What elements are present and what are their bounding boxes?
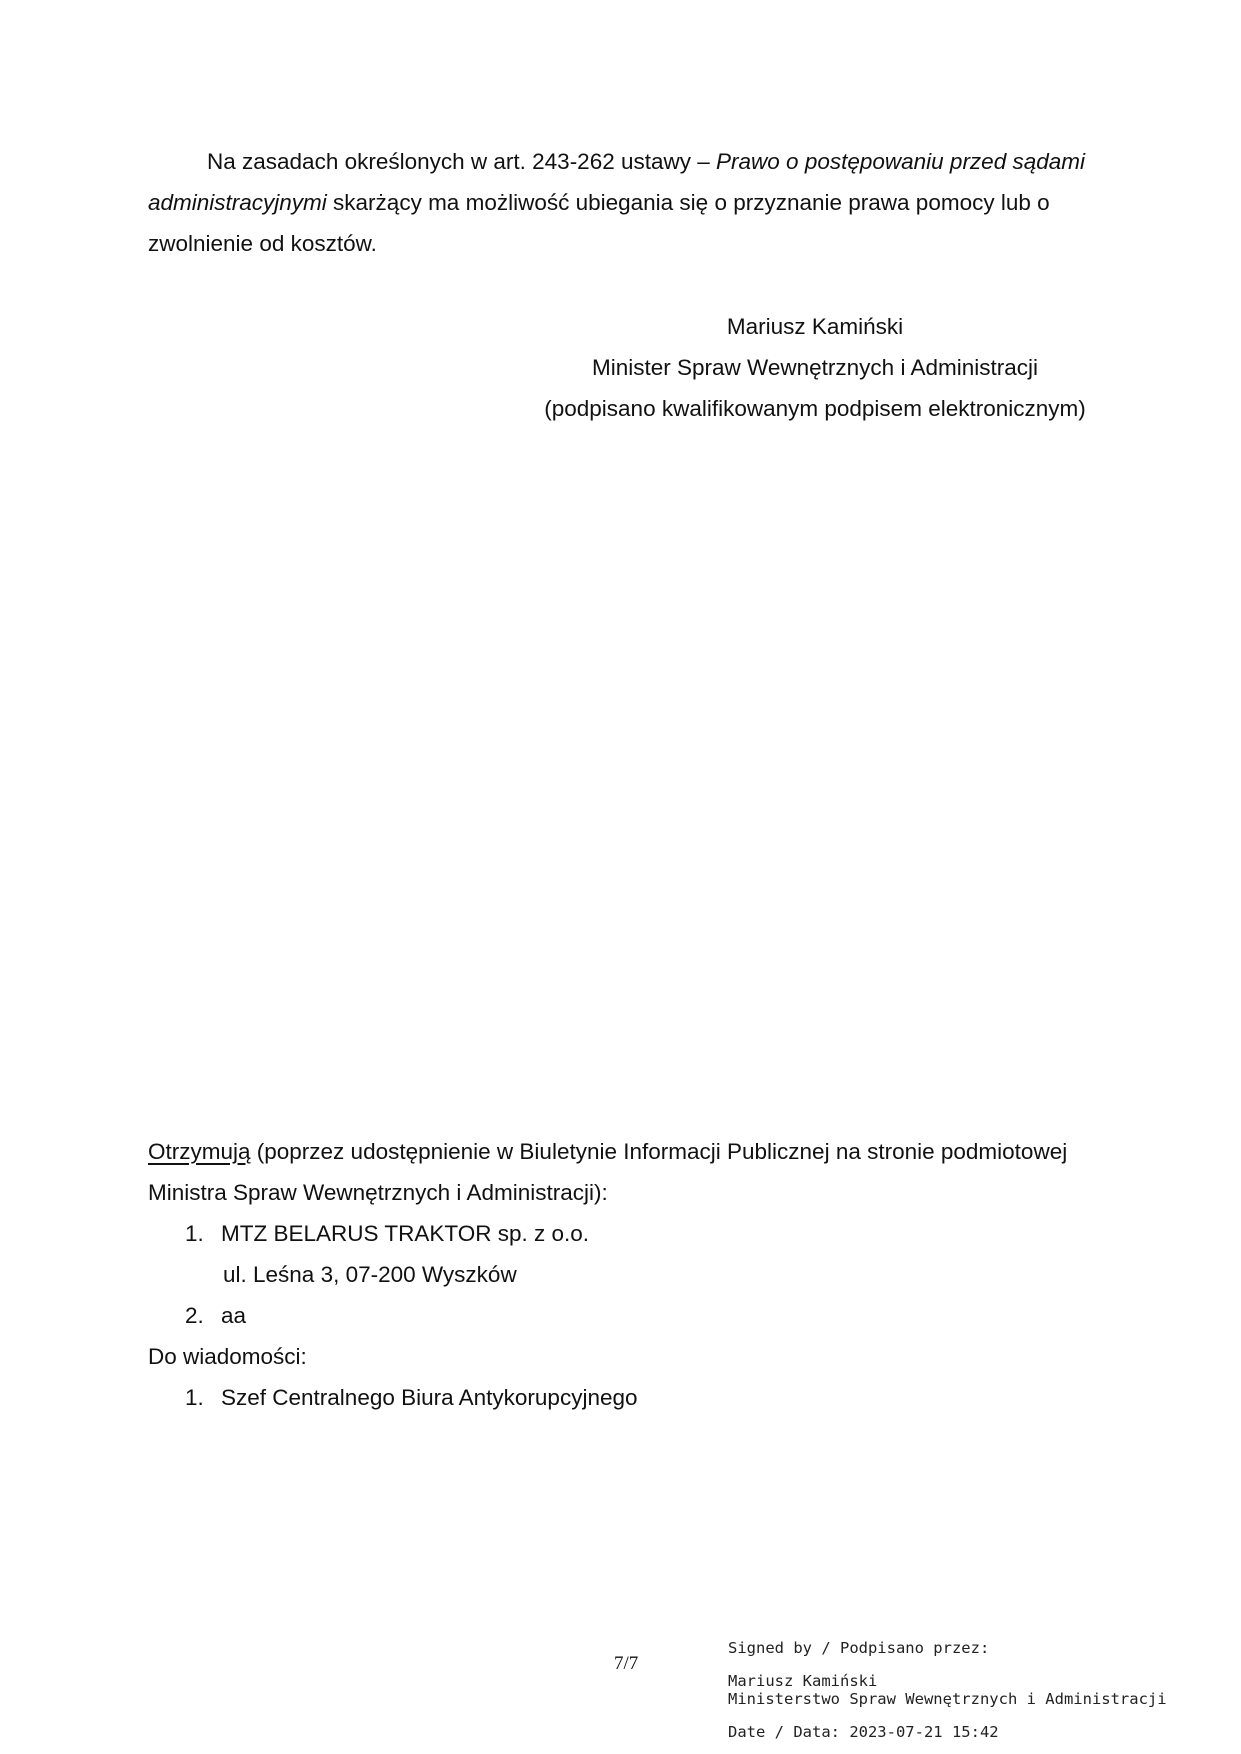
signatory-position: Minister Spraw Wewnętrznych i Administracji (592, 355, 1038, 380)
signer-organization: Ministerstwo Spraw Wewnętrznych i Administracji (728, 1690, 1167, 1708)
recipient-name: MTZ BELARUS TRAKTOR sp. z o.o. (221, 1221, 590, 1246)
cc-name: Szef Centralnego Biura Antykorupcyjnego (221, 1385, 638, 1410)
paragraph-text-end: skarżący ma możliwość ubiegania się o przyznanie prawa pomocy lub o zwolnienie od kosztów. (148, 190, 1050, 256)
recipient-item (148, 1295, 1108, 1336)
signatory-name: Mariusz Kamiński (726, 314, 904, 339)
signature-note: (podpisano kwalifikowanym podpisem elektronicznym) (544, 396, 1086, 421)
recipients-section (148, 1131, 1108, 1418)
page-number: 7/7 (614, 1653, 639, 1674)
signer-name: Mariusz Kamiński (728, 1672, 878, 1690)
paragraph-text-start: Na zasadach określonych w art. 243-262 ustawy – (207, 149, 717, 174)
recipient-name: aa (221, 1303, 247, 1328)
recipients-heading (148, 1131, 1108, 1213)
law-title: Prawo o postępowaniu przed sądami administracyjnymi (148, 149, 1085, 215)
list-number: 1. (185, 1385, 204, 1410)
recipients-heading-underlined: Otrzymują (148, 1139, 251, 1164)
signing-date: Date / Data: 2023-07-21 15:42 (728, 1723, 999, 1741)
signature-block (500, 306, 1130, 429)
electronic-signature-box (728, 1639, 1167, 1741)
cc-item (148, 1377, 1108, 1418)
list-number: 2. (185, 1303, 204, 1328)
signing-label: Signed by / Podpisano przez: (728, 1639, 990, 1657)
recipient-item (148, 1213, 1108, 1254)
recipient-address: ul. Leśna 3, 07-200 Wyszków (223, 1262, 517, 1287)
list-number: 1. (185, 1221, 204, 1246)
legal-aid-paragraph (148, 141, 1088, 264)
cc-heading: Do wiadomości: (148, 1344, 307, 1369)
recipients-heading-rest: (poprzez udostępnienie w Biuletynie Informacji Publicznej na stronie podmiotowej Ministra Spraw Wewnętrznych i Administracji): (148, 1139, 1068, 1205)
